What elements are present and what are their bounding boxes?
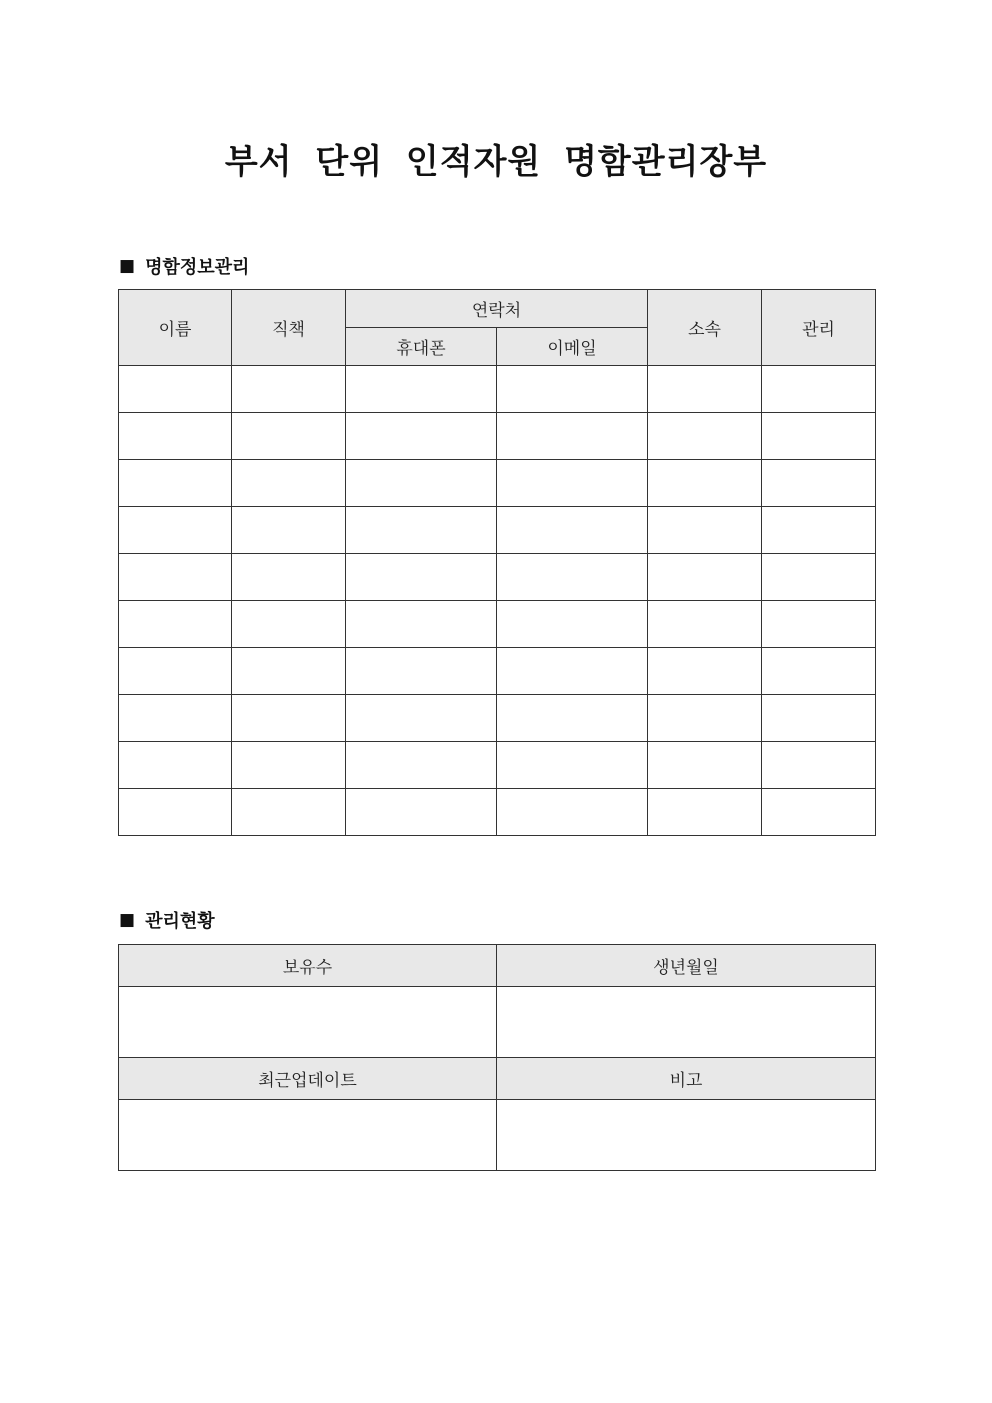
section-heading-label: 명함정보관리 — [145, 257, 250, 278]
cell-position[interactable] — [232, 554, 346, 601]
header-position: 직책 — [232, 290, 346, 366]
header-affiliation: 소속 — [648, 290, 762, 366]
cell-affiliation[interactable] — [648, 366, 762, 413]
cell-email[interactable] — [497, 648, 648, 695]
table-row — [119, 554, 876, 601]
cell-manage[interactable] — [762, 789, 876, 836]
header-remarks: 비고 — [497, 1058, 876, 1100]
cell-affiliation[interactable] — [648, 413, 762, 460]
cell-affiliation[interactable] — [648, 695, 762, 742]
cell-affiliation[interactable] — [648, 507, 762, 554]
cell-mobile[interactable] — [346, 460, 497, 507]
header-birthday: 생년월일 — [497, 945, 876, 987]
cell-mobile[interactable] — [346, 601, 497, 648]
cell-email[interactable] — [497, 695, 648, 742]
square-bullet-icon: ■ — [119, 256, 136, 276]
cell-email[interactable] — [497, 742, 648, 789]
cell-position[interactable] — [232, 366, 346, 413]
cell-position[interactable] — [232, 789, 346, 836]
table-row — [119, 789, 876, 836]
cell-position[interactable] — [232, 695, 346, 742]
header-email: 이메일 — [497, 328, 648, 366]
status-table — [118, 944, 876, 1171]
cell-manage[interactable] — [762, 601, 876, 648]
page-title: 부서 단위 인적자원 명함관리장부 — [224, 142, 768, 182]
section-heading-status — [119, 907, 215, 933]
header-contact: 연락처 — [346, 290, 648, 328]
header-name: 이름 — [119, 290, 232, 366]
cell-email[interactable] — [497, 554, 648, 601]
table-row — [119, 601, 876, 648]
cell-position[interactable] — [232, 742, 346, 789]
cell-name[interactable] — [119, 460, 232, 507]
section-heading-label: 관리현황 — [145, 911, 215, 932]
header-mobile: 휴대폰 — [346, 328, 497, 366]
cell-affiliation[interactable] — [648, 648, 762, 695]
holdings-cell[interactable] — [119, 987, 497, 1058]
cell-manage[interactable] — [762, 695, 876, 742]
square-bullet-icon: ■ — [119, 910, 136, 930]
cell-name[interactable] — [119, 413, 232, 460]
card-info-table — [118, 289, 876, 836]
cell-position[interactable] — [232, 413, 346, 460]
cell-name[interactable] — [119, 554, 232, 601]
cell-position[interactable] — [232, 601, 346, 648]
cell-mobile[interactable] — [346, 554, 497, 601]
table-row — [119, 695, 876, 742]
cell-position[interactable] — [232, 648, 346, 695]
cell-manage[interactable] — [762, 648, 876, 695]
cell-email[interactable] — [497, 507, 648, 554]
cell-manage[interactable] — [762, 366, 876, 413]
cell-email[interactable] — [497, 413, 648, 460]
header-recent-update: 최근업데이트 — [119, 1058, 497, 1100]
cell-position[interactable] — [232, 507, 346, 554]
cell-email[interactable] — [497, 460, 648, 507]
birthday-cell[interactable] — [497, 987, 876, 1058]
table-row — [119, 648, 876, 695]
table-row — [119, 507, 876, 554]
cell-mobile[interactable] — [346, 507, 497, 554]
table-row — [119, 742, 876, 789]
cell-affiliation[interactable] — [648, 789, 762, 836]
cell-mobile[interactable] — [346, 695, 497, 742]
cell-email[interactable] — [497, 601, 648, 648]
section-heading-card-info — [119, 253, 249, 279]
cell-mobile[interactable] — [346, 742, 497, 789]
cell-name[interactable] — [119, 601, 232, 648]
cell-position[interactable] — [232, 460, 346, 507]
cell-manage[interactable] — [762, 460, 876, 507]
remarks-cell[interactable] — [497, 1100, 876, 1171]
cell-manage[interactable] — [762, 413, 876, 460]
recent-update-cell[interactable] — [119, 1100, 497, 1171]
header-manage: 관리 — [762, 290, 876, 366]
cell-affiliation[interactable] — [648, 742, 762, 789]
cell-mobile[interactable] — [346, 366, 497, 413]
cell-affiliation[interactable] — [648, 460, 762, 507]
cell-email[interactable] — [497, 366, 648, 413]
cell-manage[interactable] — [762, 507, 876, 554]
cell-name[interactable] — [119, 789, 232, 836]
cell-manage[interactable] — [762, 554, 876, 601]
cell-name[interactable] — [119, 507, 232, 554]
cell-name[interactable] — [119, 695, 232, 742]
cell-affiliation[interactable] — [648, 601, 762, 648]
table-row — [119, 460, 876, 507]
table-row — [119, 366, 876, 413]
cell-mobile[interactable] — [346, 413, 497, 460]
table-row — [119, 413, 876, 460]
cell-mobile[interactable] — [346, 789, 497, 836]
cell-name[interactable] — [119, 366, 232, 413]
cell-email[interactable] — [497, 789, 648, 836]
cell-name[interactable] — [119, 648, 232, 695]
header-holdings: 보유수 — [119, 945, 497, 987]
cell-name[interactable] — [119, 742, 232, 789]
cell-manage[interactable] — [762, 742, 876, 789]
cell-affiliation[interactable] — [648, 554, 762, 601]
cell-mobile[interactable] — [346, 648, 497, 695]
